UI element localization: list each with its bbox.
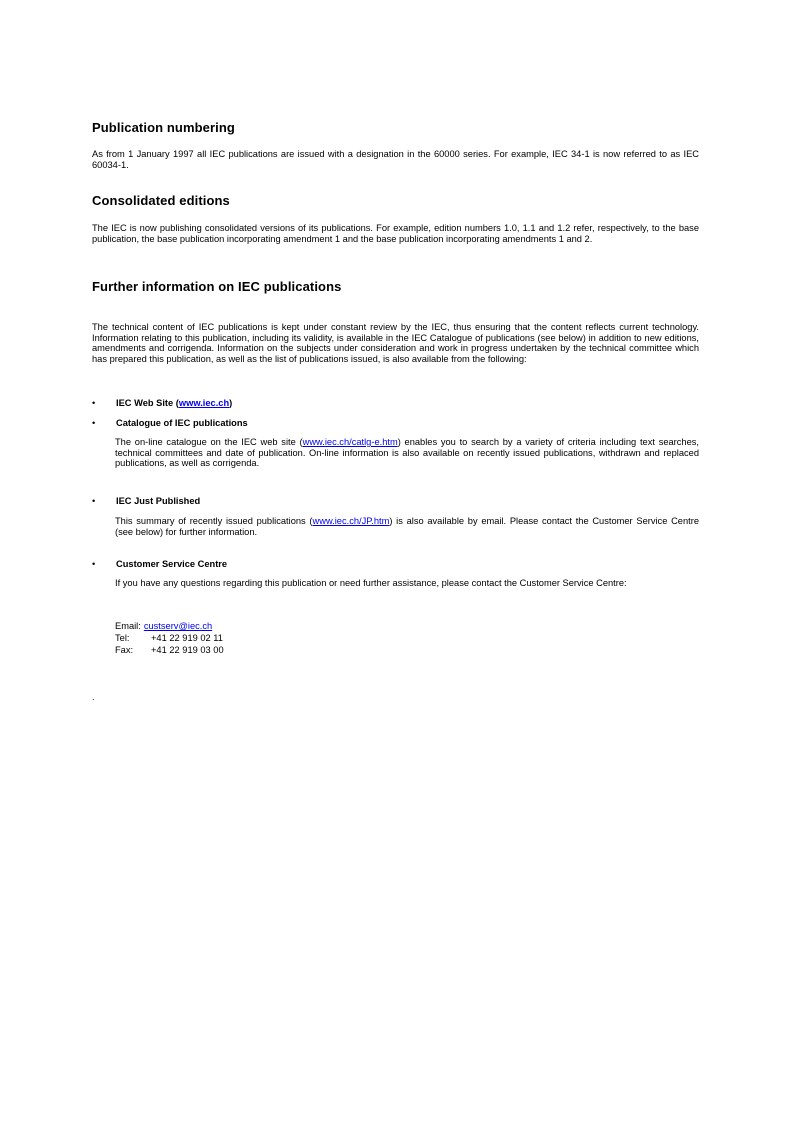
bullet-symbol: • [92,398,96,408]
iec-web-site-link[interactable]: www.iec.ch [178,398,230,408]
heading-publication-numbering: Publication numbering [92,120,235,135]
heading-further-information: Further information on IEC publications [92,279,342,294]
bullet-web-site-label: IEC Web Site (www.iec.ch) [116,398,233,408]
email-label: Email: [115,621,141,631]
paragraph-consolidated-editions: The IEC is now publishing consolidated versions of its publications. For example, edition numbers 1.0, 1.1 and 1.2 refer, respectively, to the base publication, the base publication incorporating amendment 1 and the base publication incorporating amendments 1 and 2. [92,223,699,244]
catalogue-link[interactable]: www.iec.ch/catlg-e.htm [302,437,398,447]
fax-value: +41 22 919 03 00 [151,645,224,655]
contact-email-row [115,621,224,633]
tel-label: Tel: [115,633,130,643]
contact-tel-row [115,633,224,645]
bullet-symbol: • [92,559,96,569]
paragraph-customer-service: If you have any questions regarding this publication or need further assistance, please contact the Customer Service Centre: [115,578,627,588]
tel-value: +41 22 919 02 11 [151,633,223,643]
email-link[interactable]: custserv@iec.ch [143,621,213,631]
contact-block [115,621,224,657]
paragraph-further-information: The technical content of IEC publications is kept under constant review by the IEC, thus ensuring that the content reflects current technology. Information relating to this publication, including its validity, is available in the IEC Catalogue of publications (see below) in addition to new editions, amendments and corrigenda. Information on the subjects under consideration and work in progress undertaken by the technical committee which has prepared this publication, as well as the list of publications issued, is also available from the following: [92,322,699,364]
just-published-link[interactable]: www.iec.ch/JP.htm [312,516,390,526]
bullet-symbol: • [92,418,96,428]
heading-consolidated-editions: Consolidated editions [92,193,230,208]
bullet-customer-service-label: Customer Service Centre [116,559,228,569]
trailing-mark: . [92,692,95,702]
bullet-just-published-label: IEC Just Published [116,496,201,506]
paragraph-catalogue: The on-line catalogue on the IEC web site (www.iec.ch/catlg-e.htm) enables you to search by a variety of criteria including text searches, technical committees and date of publication. On-line information is also available on recently issued publications, withdrawn and replaced publications, as well as corrigenda. [115,437,699,468]
fax-label: Fax: [115,645,134,655]
paragraph-publication-numbering: As from 1 January 1997 all IEC publications are issued with a designation in the 60000 series. For example, IEC 34-1 is now referred to as IEC 60034-1. [92,149,699,170]
contact-fax-row [115,645,224,657]
bullet-symbol: • [92,496,96,506]
bullet-catalogue-label: Catalogue of IEC publications [116,418,248,428]
paragraph-just-published: This summary of recently issued publications (www.iec.ch/JP.htm) is also available by email. Please contact the Customer Service Centre (see below) for further information. [115,516,699,537]
